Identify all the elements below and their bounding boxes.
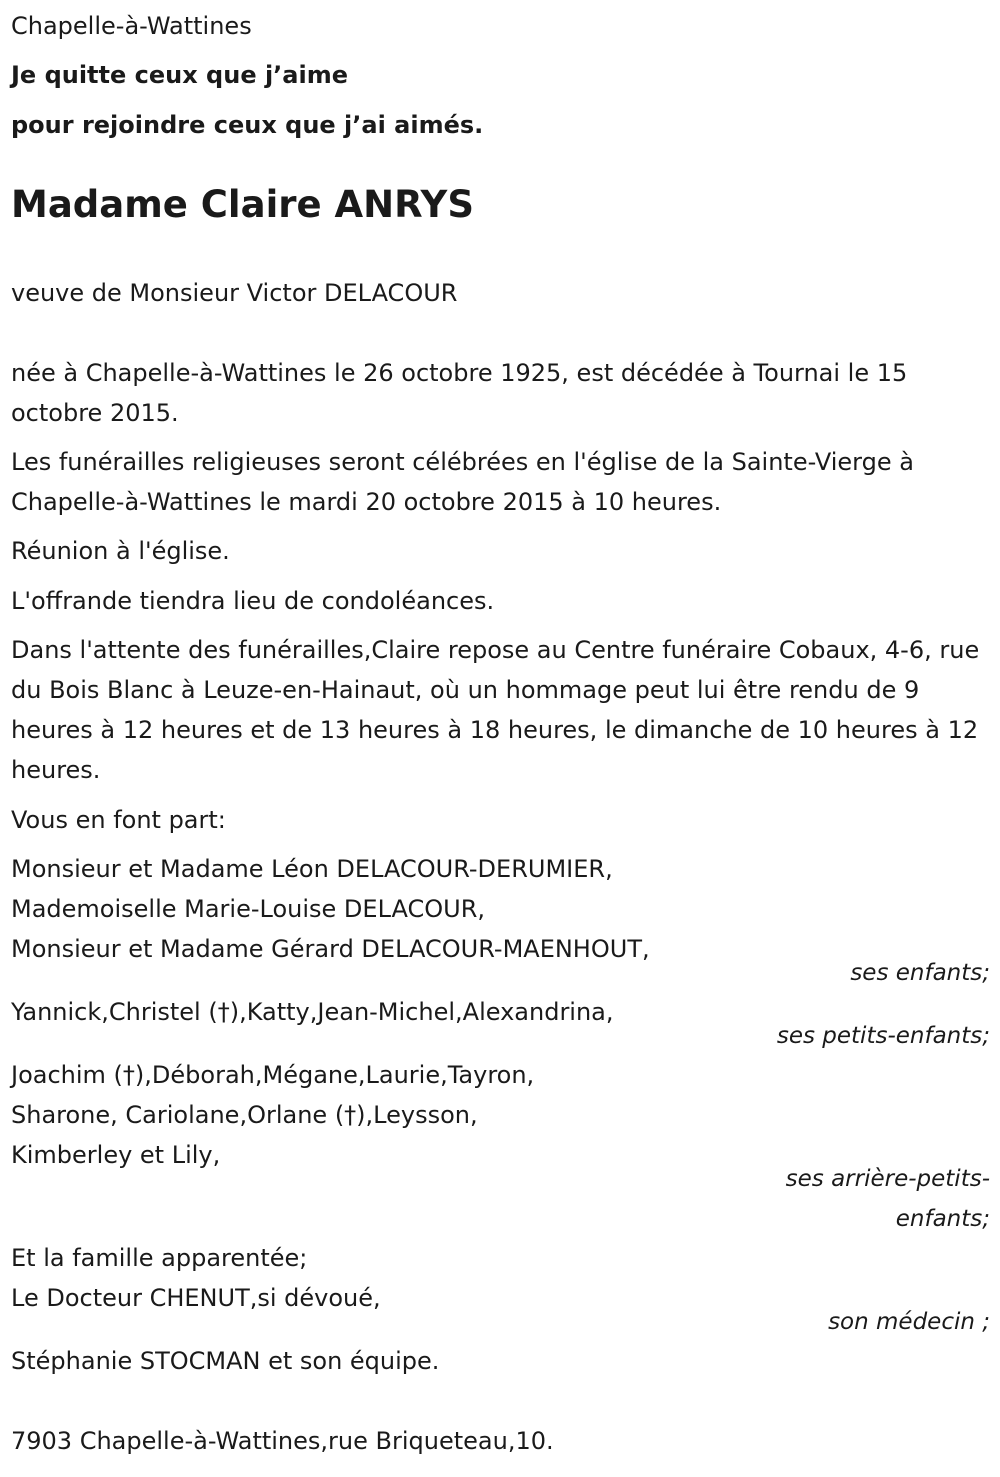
child-3: Monsieur et Madame Gérard DELACOUR-MAENHOUT, <box>11 935 650 963</box>
header-location: Chapelle-à-Wattines <box>11 12 252 40</box>
quote-line-2: pour rejoindre ceux que j’ai aimés. <box>11 111 484 139</box>
great-grandchildren-role: ses arrière-petits-enfants; <box>785 1166 990 1232</box>
funeral-text: Les funérailles religieuses seront célébrées en l'église de la Sainte-Vierge à Chapelle-à-Wattines le mardi 20 octobre 2015 à 10 heures. <box>11 448 914 516</box>
doctor-role: son médecin ; <box>828 1309 990 1335</box>
grandchildren-list: Yannick,Christel (†),Katty,Jean-Michel,Alexandrina, <box>11 998 614 1026</box>
grandchildren-role: ses petits-enfants; <box>776 1023 990 1049</box>
deceased-name: Madame Claire ANRYS <box>11 183 474 226</box>
meeting-text: Réunion à l'église. <box>11 537 230 565</box>
offering-text: L'offrande tiendra lieu de condoléances. <box>11 587 495 615</box>
great-grandchildren-2: Sharone, Cariolane,Orlane (†),Leysson, <box>11 1101 478 1129</box>
doctor-line: Le Docteur CHENUT,si dévoué, <box>11 1284 381 1312</box>
birth-death-text: née à Chapelle-à-Wattines le 26 octobre 1925, est décédée à Tournai le 15 octobre 2015. <box>11 359 908 427</box>
team-line: Stéphanie STOCMAN et son équipe. <box>11 1347 440 1375</box>
child-2: Mademoiselle Marie-Louise DELACOUR, <box>11 895 486 923</box>
address-line: 7903 Chapelle-à-Wattines,rue Briqueteau,10. <box>11 1427 554 1455</box>
wake-text: Dans l'attente des funérailles,Claire repose au Centre funéraire Cobaux, 4-6, rue du Bois Blanc à Leuze-en-Hainaut, où un hommage peut lui être rendu de 9 heures à 12 heures et de 13 heures à 18 heures, le dimanche de 10 heures à 12 heures. <box>11 636 980 784</box>
children-role: ses enfants; <box>850 960 990 986</box>
intro-text: Vous en font part: <box>11 806 226 834</box>
quote-line-1: Je quitte ceux que j’aime <box>11 61 349 89</box>
great-grandchildren-3: Kimberley et Lily, <box>11 1141 221 1169</box>
child-1: Monsieur et Madame Léon DELACOUR-DERUMIER, <box>11 855 613 883</box>
extended-family: Et la famille apparentée; <box>11 1244 308 1272</box>
spouse-line: veuve de Monsieur Victor DELACOUR <box>11 279 458 307</box>
great-grandchildren-1: Joachim (†),Déborah,Mégane,Laurie,Tayron, <box>11 1061 535 1089</box>
